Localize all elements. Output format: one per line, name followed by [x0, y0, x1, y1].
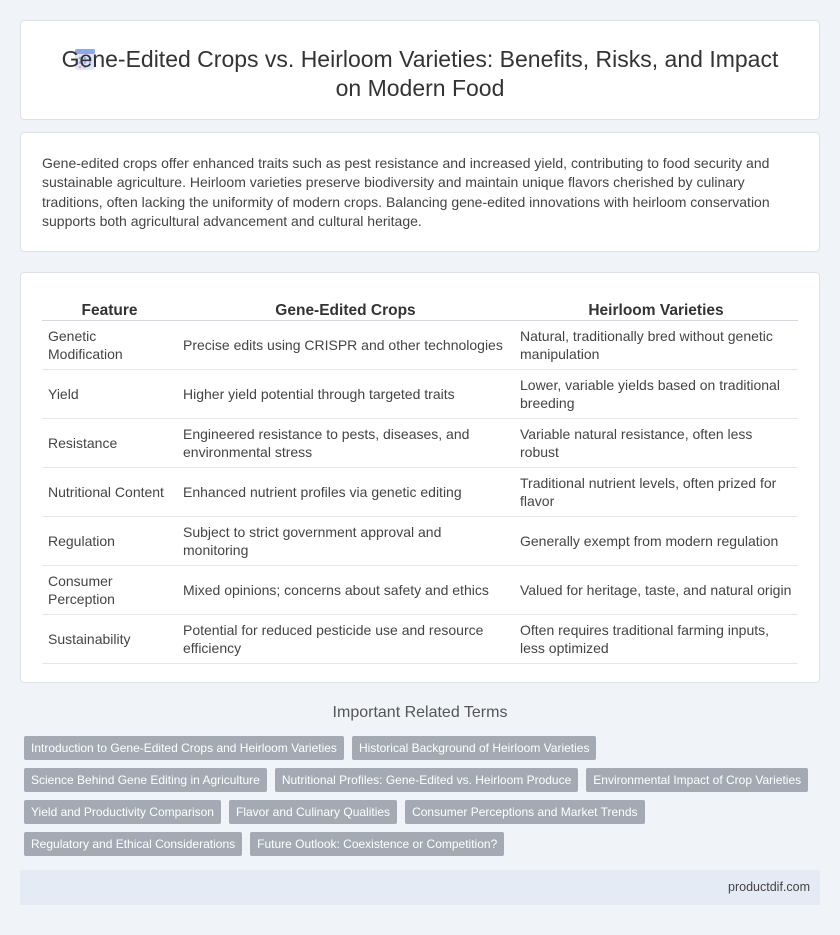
table-cell-heirloom: Traditional nutrient levels, often prized for flavor: [514, 467, 798, 516]
page-title: Gene-Edited Crops vs. Heirloom Varieties: Benefits, Risks, and Impact on Modern Food: [61, 46, 779, 101]
tag-row: [24, 736, 820, 760]
table-cell-feature: Sustainability: [42, 614, 177, 663]
table-header-row: [42, 297, 798, 320]
related-term-tag[interactable]: Consumer Perceptions and Market Trends: [405, 800, 644, 824]
related-terms-heading: Important Related Terms: [332, 704, 508, 721]
table-cell-heirloom: Valued for heritage, taste, and natural origin: [514, 565, 798, 614]
related-term-tag[interactable]: Future Outlook: Coexistence or Competition?: [250, 832, 504, 856]
table-row: [42, 614, 798, 663]
column-header-heirloom: Heirloom Varieties: [514, 297, 798, 320]
related-term-tag[interactable]: Nutritional Profiles: Gene-Edited vs. Heirloom Produce: [275, 768, 578, 792]
table-cell-feature: Genetic Modification: [42, 320, 177, 369]
comparison-card: [20, 272, 820, 683]
header-card: [20, 20, 820, 120]
table-cell-heirloom: Lower, variable yields based on traditional breeding: [514, 369, 798, 418]
related-term-tag[interactable]: Historical Background of Heirloom Varieties: [352, 736, 597, 760]
table-row: [42, 565, 798, 614]
related-term-tag[interactable]: Yield and Productivity Comparison: [24, 800, 221, 824]
table-cell-gene-edited: Subject to strict government approval and monitoring: [177, 516, 514, 565]
tag-row: [24, 768, 820, 792]
related-term-tag[interactable]: Regulatory and Ethical Considerations: [24, 832, 242, 856]
table-cell-gene-edited: Higher yield potential through targeted traits: [177, 369, 514, 418]
table-cell-gene-edited: Precise edits using CRISPR and other technologies: [177, 320, 514, 369]
related-term-tag[interactable]: Science Behind Gene Editing in Agriculture: [24, 768, 267, 792]
table-cell-gene-edited: Enhanced nutrient profiles via genetic editing: [177, 467, 514, 516]
table-cell-heirloom: Variable natural resistance, often less robust: [514, 418, 798, 467]
table-cell-heirloom: Often requires traditional farming inputs, less optimized: [514, 614, 798, 663]
footer-site-name: productdif.com: [728, 880, 810, 894]
related-term-tag[interactable]: Flavor and Culinary Qualities: [229, 800, 397, 824]
table-cell-feature: Consumer Perception: [42, 565, 177, 614]
comparison-table: [42, 297, 798, 664]
tag-row: [24, 832, 820, 856]
column-header-feature: Feature: [42, 297, 177, 320]
table-row: [42, 320, 798, 369]
table-cell-gene-edited: Mixed opinions; concerns about safety and ethics: [177, 565, 514, 614]
table-row: [42, 516, 798, 565]
footer-bar: [20, 870, 820, 905]
tag-row: [24, 800, 820, 824]
table-cell-feature: Resistance: [42, 418, 177, 467]
related-term-tag[interactable]: Introduction to Gene-Edited Crops and Heirloom Varieties: [24, 736, 344, 760]
intro-paragraph: Gene-edited crops offer enhanced traits such as pest resistance and increased yield, contributing to food security and sustainable agriculture. Heirloom varieties preserve biodiversity and maintain unique flavors cherished by culinary traditions, often lacking the uniformity of modern crops. Balancing gene-edited innovations with heirloom conservation supports both agricultural advancement and cultural heritage.: [42, 155, 770, 229]
table-cell-gene-edited: Potential for reduced pesticide use and resource efficiency: [177, 614, 514, 663]
related-terms-list: [24, 736, 820, 864]
column-header-gene-edited: Gene-Edited Crops: [177, 297, 514, 320]
table-cell-feature: Regulation: [42, 516, 177, 565]
related-term-tag[interactable]: Environmental Impact of Crop Varieties: [586, 768, 808, 792]
table-cell-heirloom: Natural, traditionally bred without genetic manipulation: [514, 320, 798, 369]
table-cell-heirloom: Generally exempt from modern regulation: [514, 516, 798, 565]
table-row: [42, 369, 798, 418]
table-cell-feature: Yield: [42, 369, 177, 418]
table-cell-feature: Nutritional Content: [42, 467, 177, 516]
table-cell-gene-edited: Engineered resistance to pests, diseases, and environmental stress: [177, 418, 514, 467]
table-row: [42, 418, 798, 467]
table-row: [42, 467, 798, 516]
intro-card: [20, 132, 820, 252]
